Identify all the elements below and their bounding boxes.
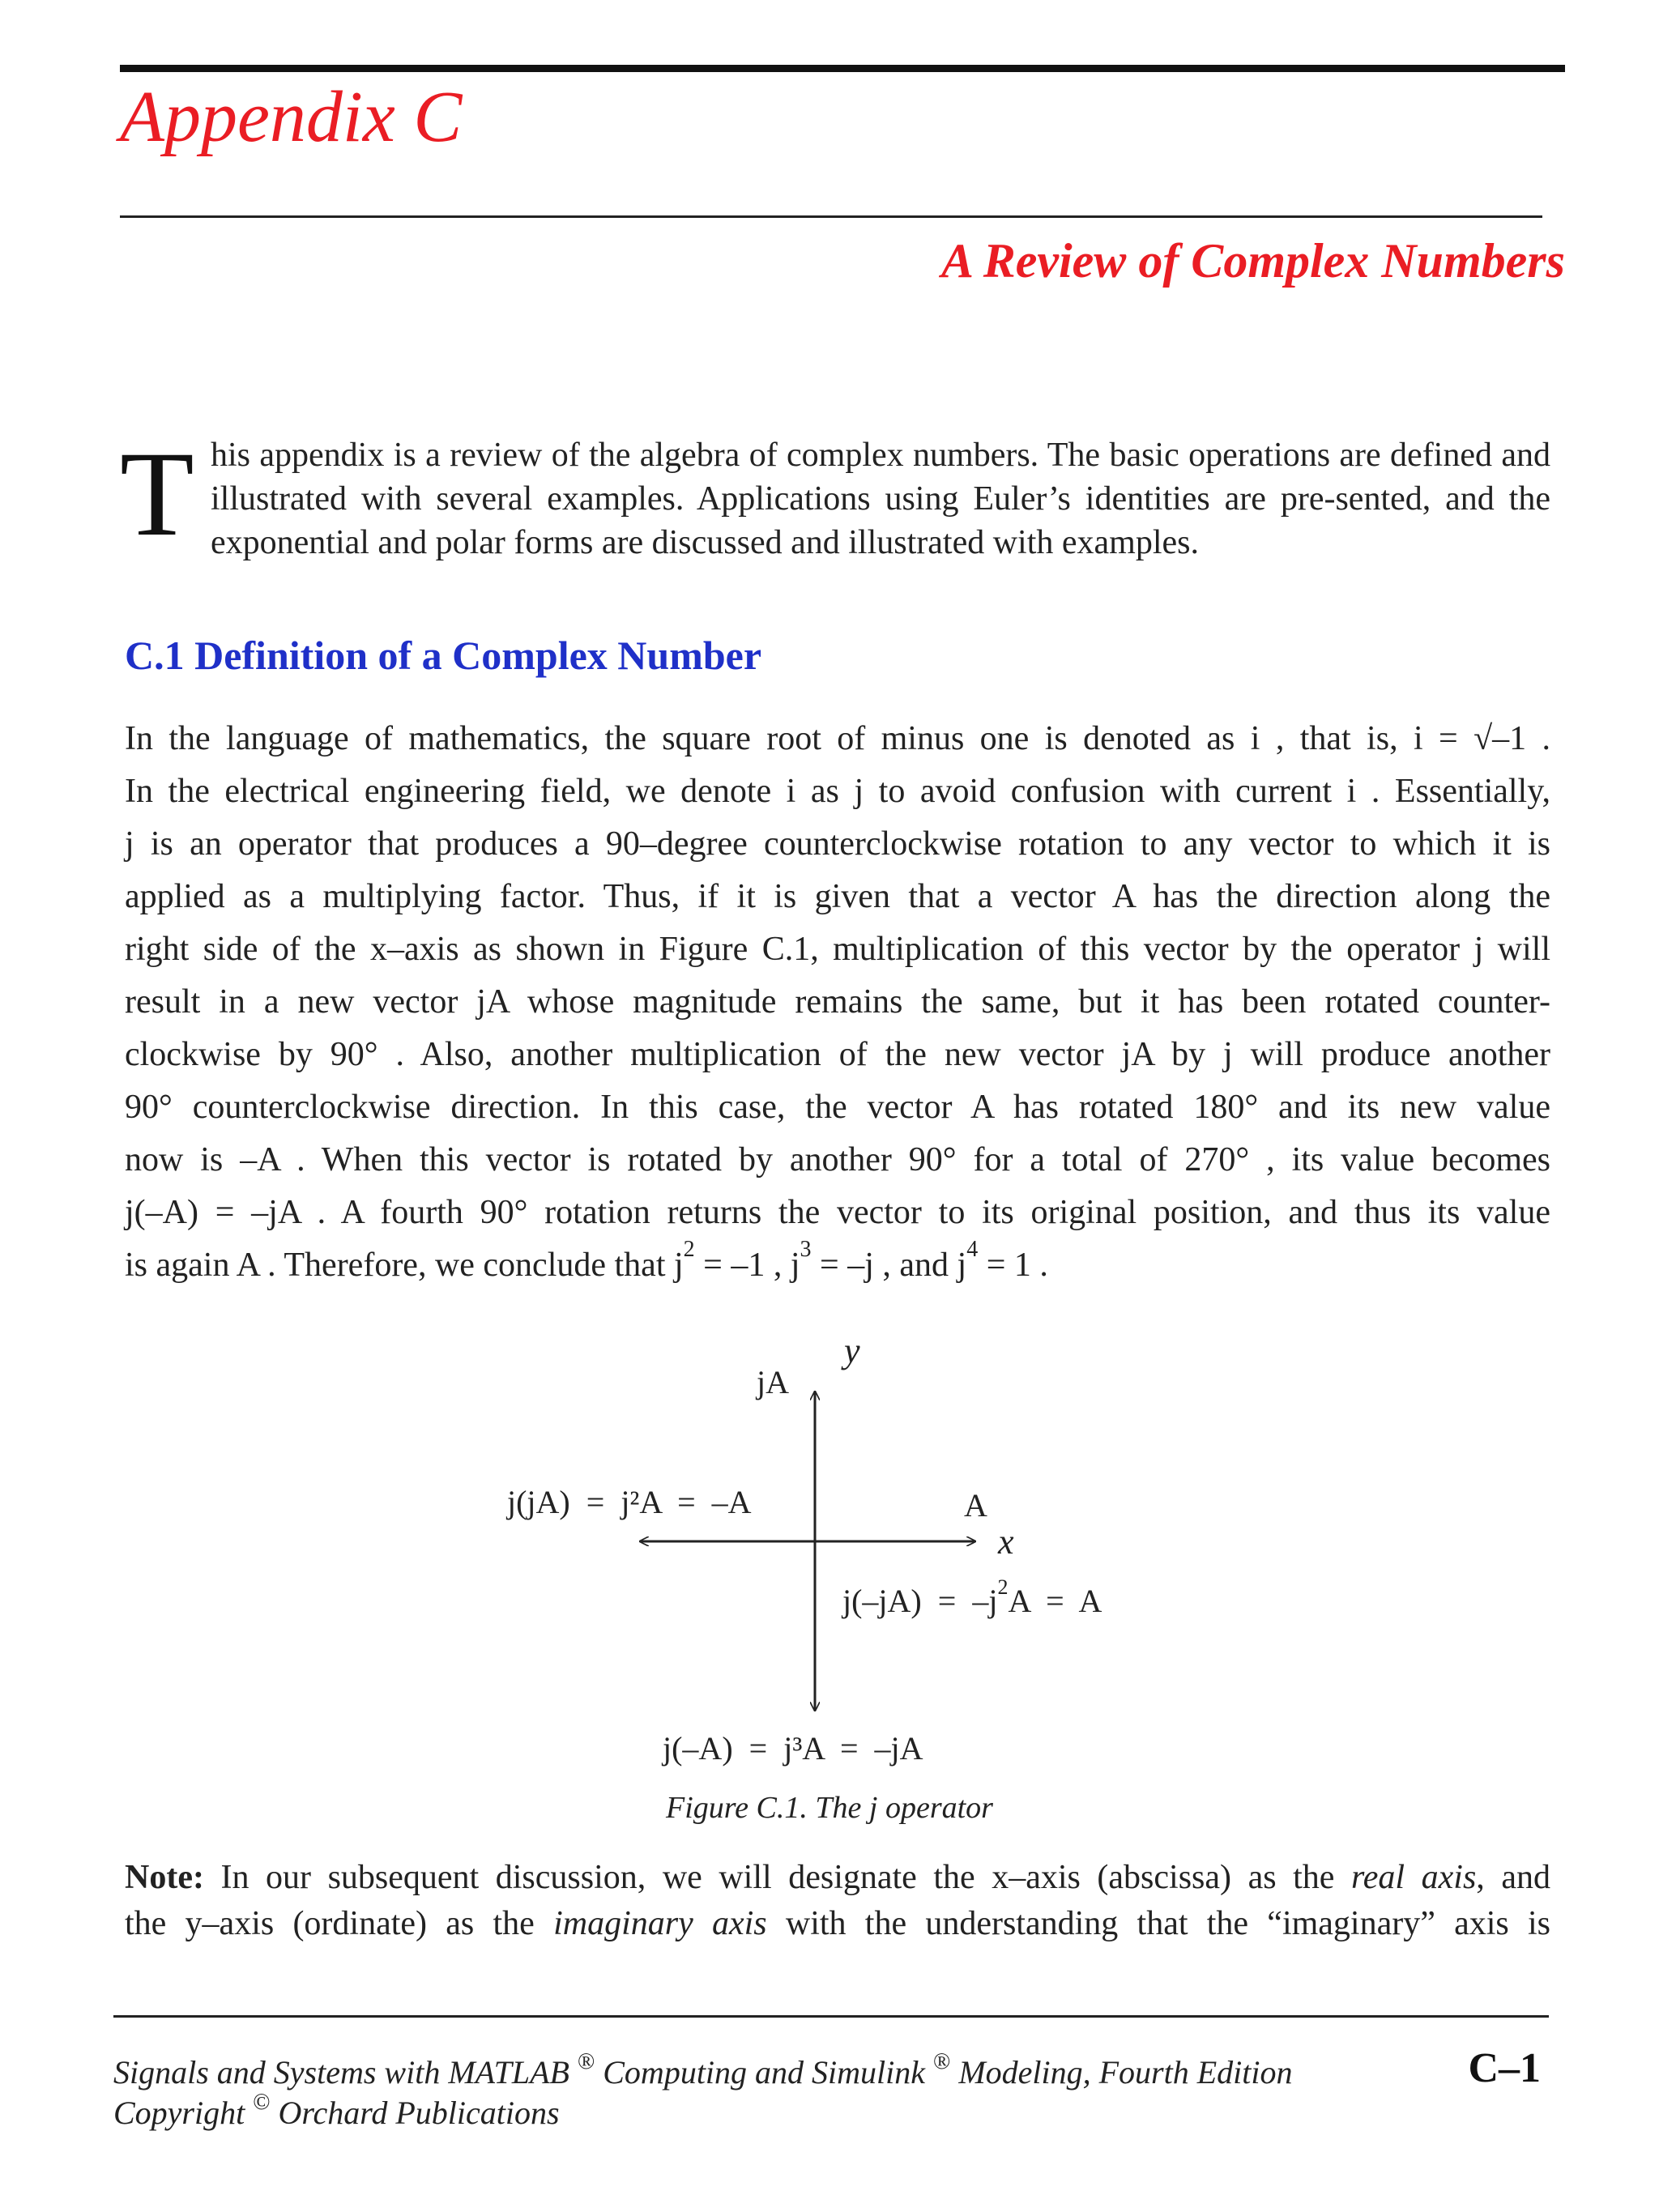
intro-paragraph: his appendix is a review of the algebra of complex numbers. The basic operations are defined and illustrated with several examples. Applications using Euler’s identities are pre-sented, and the exponential and polar forms are discussed and illustrated with examples. <box>211 437 1550 561</box>
note-line-2 <box>125 1901 1550 1947</box>
last-line-part: = –j , and j <box>811 1247 967 1284</box>
note-text: the y–axis (ordinate) as the <box>125 1905 554 1942</box>
drop-cap: T <box>120 427 194 561</box>
right-label-part: A = A <box>1008 1583 1102 1619</box>
book-title-part: Signals and Systems with MATLAB <box>113 2054 569 2091</box>
paragraph-line: In the electrical engineering field, we denote i as j to avoid confusion with current i . Essentially, <box>125 773 1550 810</box>
left-label: j(jA) = j²A = –A <box>507 1484 752 1520</box>
paragraph-line: result in a new vector jA whose magnitude remains the same, but it has been rotated counter- <box>125 983 1550 1021</box>
a-label: A <box>964 1487 987 1524</box>
registered-mark: ® <box>577 2049 595 2074</box>
exponent: 4 <box>966 1237 979 1262</box>
last-line-part: = –1 , j <box>694 1247 800 1284</box>
section-heading: C.1 Definition of a Complex Number <box>125 633 762 678</box>
book-title-part: Computing and Simulink <box>595 2054 926 2091</box>
footer-line-2 <box>113 2090 1293 2133</box>
paragraph-line: j is an operator that produces a 90–degree counterclockwise rotation to any vector to which it is <box>125 825 1550 863</box>
exponent: 3 <box>800 1237 812 1262</box>
last-line-part: is again A . Therefore, we conclude that j <box>125 1247 684 1284</box>
paragraph-line: now is –A . When this vector is rotated by another 90° for a total of 270° , its value becomes <box>125 1141 1550 1178</box>
exponent: 2 <box>683 1237 695 1262</box>
bottom-label: j(–A) = j³A = –jA <box>663 1730 923 1767</box>
note-label: Note: <box>125 1859 204 1896</box>
note-text: , and <box>1476 1859 1550 1896</box>
chapter-subtitle: A Review of Complex Numbers <box>941 234 1565 288</box>
ja-label: jA <box>757 1364 789 1400</box>
footer-rule <box>113 2015 1549 2018</box>
note-text: In our subsequent discussion, we will designate the x–axis (abscissa) as the <box>203 1859 1351 1896</box>
footer-line-1 <box>113 2049 1293 2093</box>
last-line-part: = 1 . <box>978 1247 1048 1284</box>
x-axis-label: x <box>998 1522 1014 1562</box>
paragraph-line: 90° counterclockwise direction. In this case, the vector A has rotated 180° and its new value <box>125 1089 1550 1126</box>
figure-caption: Figure C.1. The j operator <box>666 1791 993 1825</box>
paragraph-line: In the language of mathematics, the square root of minus one is denoted as i , that is, i = √–1 . <box>125 720 1550 757</box>
right-label-exponent: 2 <box>997 1575 1009 1599</box>
paragraph-line: applied as a multiplying factor. Thus, if it is given that a vector A has the direction along the <box>125 878 1550 915</box>
publisher-name: Orchard Publications <box>270 2095 560 2131</box>
book-title-part: Modeling, Fourth Edition <box>950 2054 1293 2091</box>
right-label-part: j(–jA) = –j <box>842 1583 998 1619</box>
note-italic: imaginary axis <box>553 1905 767 1942</box>
footer-text <box>113 2049 1293 2133</box>
paragraph-line: right side of the x–axis as shown in Figure C.1, multiplication of this vector by the operator j will <box>125 931 1550 968</box>
copyright-text: Copyright <box>113 2095 245 2131</box>
copyright-mark: © <box>253 2090 271 2115</box>
paragraph-line: j(–A) = –jA . A fourth 90° rotation returns the vector to its original position, and thus its value <box>125 1194 1550 1231</box>
note-line-1 <box>125 1855 1550 1901</box>
paragraph-line: clockwise by 90° . Also, another multiplication of the new vector jA by j will produce another <box>125 1036 1550 1073</box>
y-axis-label: y <box>844 1331 860 1370</box>
page-number: C–1 <box>1468 2045 1541 2091</box>
right-label <box>841 1575 1102 1619</box>
note-italic: real axis <box>1350 1859 1477 1896</box>
note-text: with the understanding that the “imaginary” axis is <box>766 1905 1551 1942</box>
registered-mark: ® <box>933 2049 951 2074</box>
chapter-title: Appendix C <box>120 77 463 157</box>
